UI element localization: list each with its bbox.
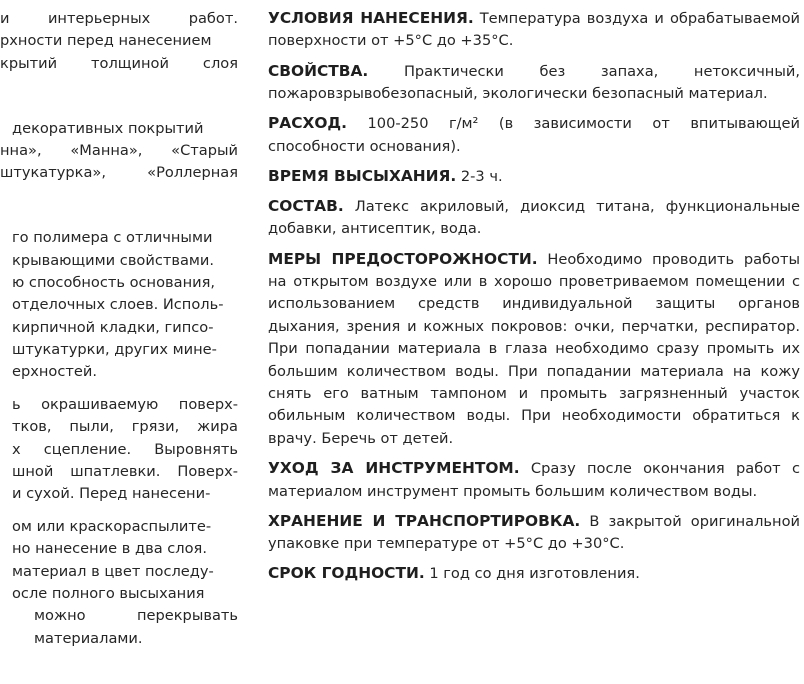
section-properties <box>268 60 800 106</box>
text-line: можно перекрывать <box>34 607 238 625</box>
text-line: декоративных покрытий <box>12 119 204 137</box>
section-storage-transport <box>268 510 800 556</box>
section-application-conditions <box>268 7 800 53</box>
section-drying-time <box>268 165 800 188</box>
section-tool-care <box>268 457 800 503</box>
left-paragraph <box>0 8 238 75</box>
section-consumption <box>268 112 800 158</box>
section-precautions <box>268 248 800 451</box>
section-heading: УХОД ЗА ИНСТРУМЕНТОМ. <box>268 459 520 478</box>
left-paragraph <box>0 227 238 384</box>
section-text: 1 год со дня изготовления. <box>429 565 640 583</box>
text-line: и интерьерных работ. <box>0 10 238 27</box>
text-line: ь окрашиваемую поверх- <box>12 395 238 413</box>
section-heading: УСЛОВИЯ НАНЕСЕНИЯ. <box>268 9 474 27</box>
section-heading: ВРЕМЯ ВЫСЫХАНИЯ. <box>268 166 457 185</box>
section-heading: ХРАНЕНИЕ И ТРАНСПОРТИРОВКА. <box>268 511 581 530</box>
text-line: ерхностей. <box>12 363 97 381</box>
text-line: нна», «Манна», «Старый <box>0 141 238 159</box>
section-composition <box>268 195 800 241</box>
text-line: крытий толщиной слоя <box>0 54 238 72</box>
section-heading: СОСТАВ. <box>268 197 344 216</box>
section-text: Сразу после окончания работ с материалом инструмент промыть большим количеством воды. <box>268 460 800 500</box>
right-column-specifications <box>268 7 800 593</box>
left-paragraph <box>0 85 238 107</box>
section-text: Латекс акриловый, диоксид титана, функциональные добавки, антисептик, вода. <box>268 198 801 238</box>
text-line: отделочных слоев. Исполь- <box>12 296 224 314</box>
section-text: 2-3 ч. <box>460 167 503 185</box>
left-paragraph <box>0 516 238 650</box>
text-line <box>0 195 238 217</box>
left-paragraph <box>0 394 238 506</box>
text-line: штукатурки, других мине- <box>12 341 217 359</box>
section-heading: РАСХОД. <box>268 114 347 133</box>
section-heading: МЕРЫ ПРЕДОСТОРОЖНОСТИ. <box>268 249 538 268</box>
section-text: Практически без запаха, нетоксичный, пожаровзрывобезопасный, экологически безопасный материал. <box>268 62 800 103</box>
text-line: ю способность основания, <box>12 273 216 291</box>
text-line: и сухой. Перед нанесени- <box>12 485 211 503</box>
text-line: материалами. <box>34 629 143 647</box>
text-line <box>0 85 238 107</box>
section-heading: СРОК ГОДНОСТИ. <box>268 564 425 583</box>
text-line: кирпичной кладки, гипсо- <box>12 318 214 336</box>
left-paragraph <box>0 195 238 217</box>
text-line: осле полного высыхания <box>12 584 205 602</box>
text-line: но нанесение в два слоя. <box>12 540 207 558</box>
text-line: рхности перед нанесением <box>0 32 212 50</box>
text-line: ом или краскораспылите- <box>12 517 212 535</box>
section-text: 100-250 г/м² (в зависимости от впитывающей способности основания). <box>268 115 801 155</box>
section-text: В закрытой оригинальной упаковке при температуре от +5°С до +30°С. <box>268 512 800 553</box>
section-text: Температура воздуха и обрабатываемой поверхности от +5°С до +35°С. <box>268 10 800 50</box>
section-shelf-life <box>268 562 800 585</box>
text-line: материал в цвет последу- <box>12 562 214 580</box>
left-paragraph <box>0 118 238 185</box>
section-text: Необходимо проводить работы на открытом воздухе или в хорошо проветриваемом помещении с использованием средств индивидуальной защиты органов дыхания, зрения и кожных покровов: очки, перчатки, респиратор. При попадании материала в глаза необходимо сразу промыть их большим количеством воды. При попадании материала на кожу снять его ватным тампоном и промыть загрязненный участок обильным количеством воды. При необходимости обратиться к врачу. Беречь от детей. <box>268 250 800 447</box>
text-line: тков, пыли, грязи, жира <box>12 418 238 436</box>
text-line: шной шпатлевки. Поверх- <box>12 463 238 481</box>
text-line: крывающими свойствами. <box>12 251 215 269</box>
section-heading: СВОЙСТВА. <box>268 61 369 80</box>
text-line: штукатурка», «Роллерная <box>0 164 238 182</box>
text-line: х сцепление. Выровнять <box>12 440 238 458</box>
left-column-cropped-text <box>0 8 238 660</box>
text-line: го полимера с отличными <box>12 229 213 247</box>
